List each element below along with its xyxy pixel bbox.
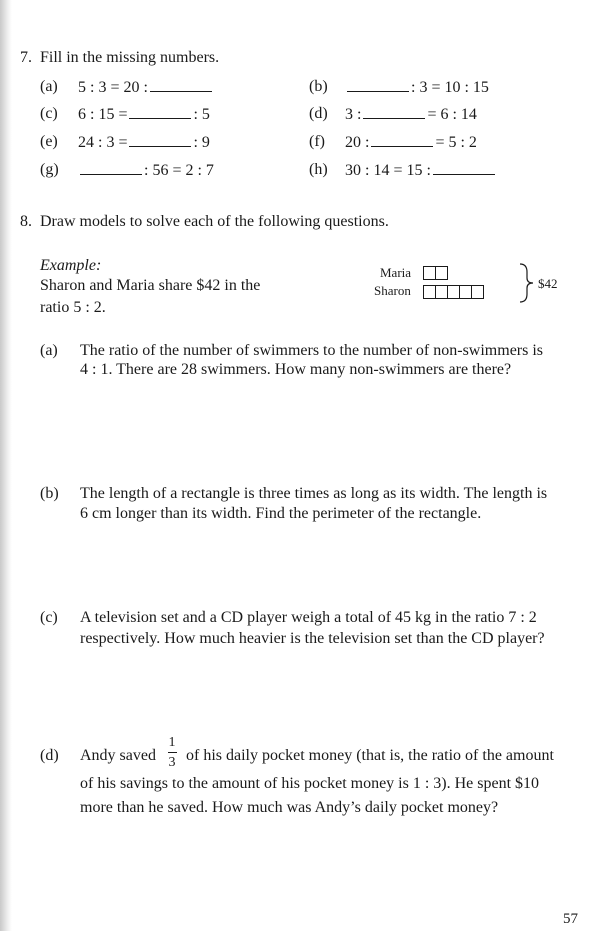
- model-brace: [518, 262, 538, 304]
- q7-item-a-text: 5 : 3 = 20 :: [78, 79, 148, 96]
- q8-part-a-line-1: The ratio of the number of swimmers to the number of non-swimmers is: [80, 342, 544, 359]
- q7-item-e-text-before: 24 : 3 =: [78, 134, 128, 151]
- q7-item-d: [345, 104, 477, 125]
- example-line-1: Sharon and Maria share $42 in the: [40, 277, 261, 294]
- q7-item-g-label: (g): [40, 161, 59, 178]
- q7-item-g-text: : 56 = 2 : 7: [144, 162, 214, 179]
- q8-part-b-line-1: The length of a rectangle is three times as long as its width. The length is: [80, 485, 548, 502]
- q7-item-e-label: (e): [40, 133, 58, 150]
- q8-part-c-line-2: respectively. How much heavier is the television set than the CD player?: [80, 630, 545, 647]
- q8-part-d-line-3: more than he saved. How much was Andy’s daily pocket money?: [80, 799, 499, 816]
- q7-item-c-text-after: : 5: [193, 106, 210, 123]
- model-unit: [471, 285, 484, 299]
- q8-part-c-label: (c): [40, 609, 58, 626]
- q7-item-d-blank[interactable]: [363, 104, 425, 119]
- q7-item-h-blank[interactable]: [433, 160, 495, 175]
- q7-item-e-text-after: : 9: [193, 134, 210, 151]
- q7-item-g-blank[interactable]: [80, 160, 142, 175]
- model-total-label: $42: [538, 276, 558, 291]
- q7-item-f-text-after: = 5 : 2: [435, 134, 477, 151]
- q8-part-a-line-2: 4 : 1. There are 28 swimmers. How many non-swimmers are there?: [80, 361, 512, 378]
- q8-part-b-label: (b): [40, 485, 59, 502]
- fraction-bar: [168, 752, 177, 753]
- question-8-instruction: Draw models to solve each of the following questions.: [40, 213, 389, 230]
- fraction-denominator: 3: [168, 755, 176, 770]
- q7-item-g: [78, 160, 214, 181]
- q7-item-c-blank[interactable]: [129, 104, 191, 119]
- q7-item-f: [345, 132, 477, 153]
- q7-item-a-blank[interactable]: [150, 77, 212, 92]
- q7-item-f-text-before: 20 :: [345, 134, 370, 151]
- q7-item-f-blank[interactable]: [371, 132, 433, 147]
- example-line-2: ratio 5 : 2.: [40, 299, 106, 316]
- q7-item-e: [78, 132, 210, 153]
- q7-item-b-label: (b): [309, 78, 328, 95]
- page-edge-shadow: [0, 0, 12, 931]
- model-unit: [435, 266, 448, 280]
- q7-item-c-label: (c): [40, 105, 58, 122]
- example-heading: Example:: [40, 257, 102, 274]
- q7-item-d-text-before: 3 :: [345, 106, 362, 123]
- q7-item-b: [345, 77, 489, 98]
- question-7-instruction: Fill in the missing numbers.: [40, 49, 220, 66]
- q7-item-f-label: (f): [309, 133, 325, 150]
- q8-part-c-line-1: A television set and a CD player weigh a total of 45 kg in the ratio 7 : 2: [80, 609, 537, 626]
- q7-item-d-label: (d): [309, 105, 328, 122]
- q7-item-h-label: (h): [309, 161, 328, 178]
- q7-item-a-label: (a): [40, 78, 58, 95]
- q7-item-h-text: 30 : 14 = 15 :: [345, 162, 431, 179]
- q8-part-b-line-2: 6 cm longer than its width. Find the perimeter of the rectangle.: [80, 505, 482, 522]
- q8-part-d-label: (d): [40, 747, 59, 764]
- q7-item-c: [78, 104, 210, 125]
- fraction-numerator: 1: [168, 735, 176, 750]
- q8-part-d-line-1b: of his daily pocket money (that is, the ratio of the amount: [186, 747, 554, 764]
- q7-item-b-text: : 3 = 10 : 15: [411, 79, 489, 96]
- q7-item-c-text-before: 6 : 15 =: [78, 106, 128, 123]
- q7-item-a: [78, 77, 214, 98]
- q7-item-b-blank[interactable]: [347, 77, 409, 92]
- q8-part-d-line-2: of his savings to the amount of his pocket money is 1 : 3). He spent $10: [80, 775, 540, 792]
- question-8-number: 8.: [20, 213, 32, 230]
- model-label-sharon: Sharon: [374, 283, 411, 298]
- question-7-number: 7.: [20, 49, 32, 66]
- q8-part-a-label: (a): [40, 342, 58, 359]
- q8-part-d-line-1a: Andy saved: [80, 747, 156, 764]
- page-number: 57: [563, 911, 578, 927]
- model-label-maria: Maria: [380, 265, 412, 280]
- q7-item-e-blank[interactable]: [129, 132, 191, 147]
- q7-item-h: [345, 160, 497, 181]
- q7-item-d-text-after: = 6 : 14: [427, 106, 477, 123]
